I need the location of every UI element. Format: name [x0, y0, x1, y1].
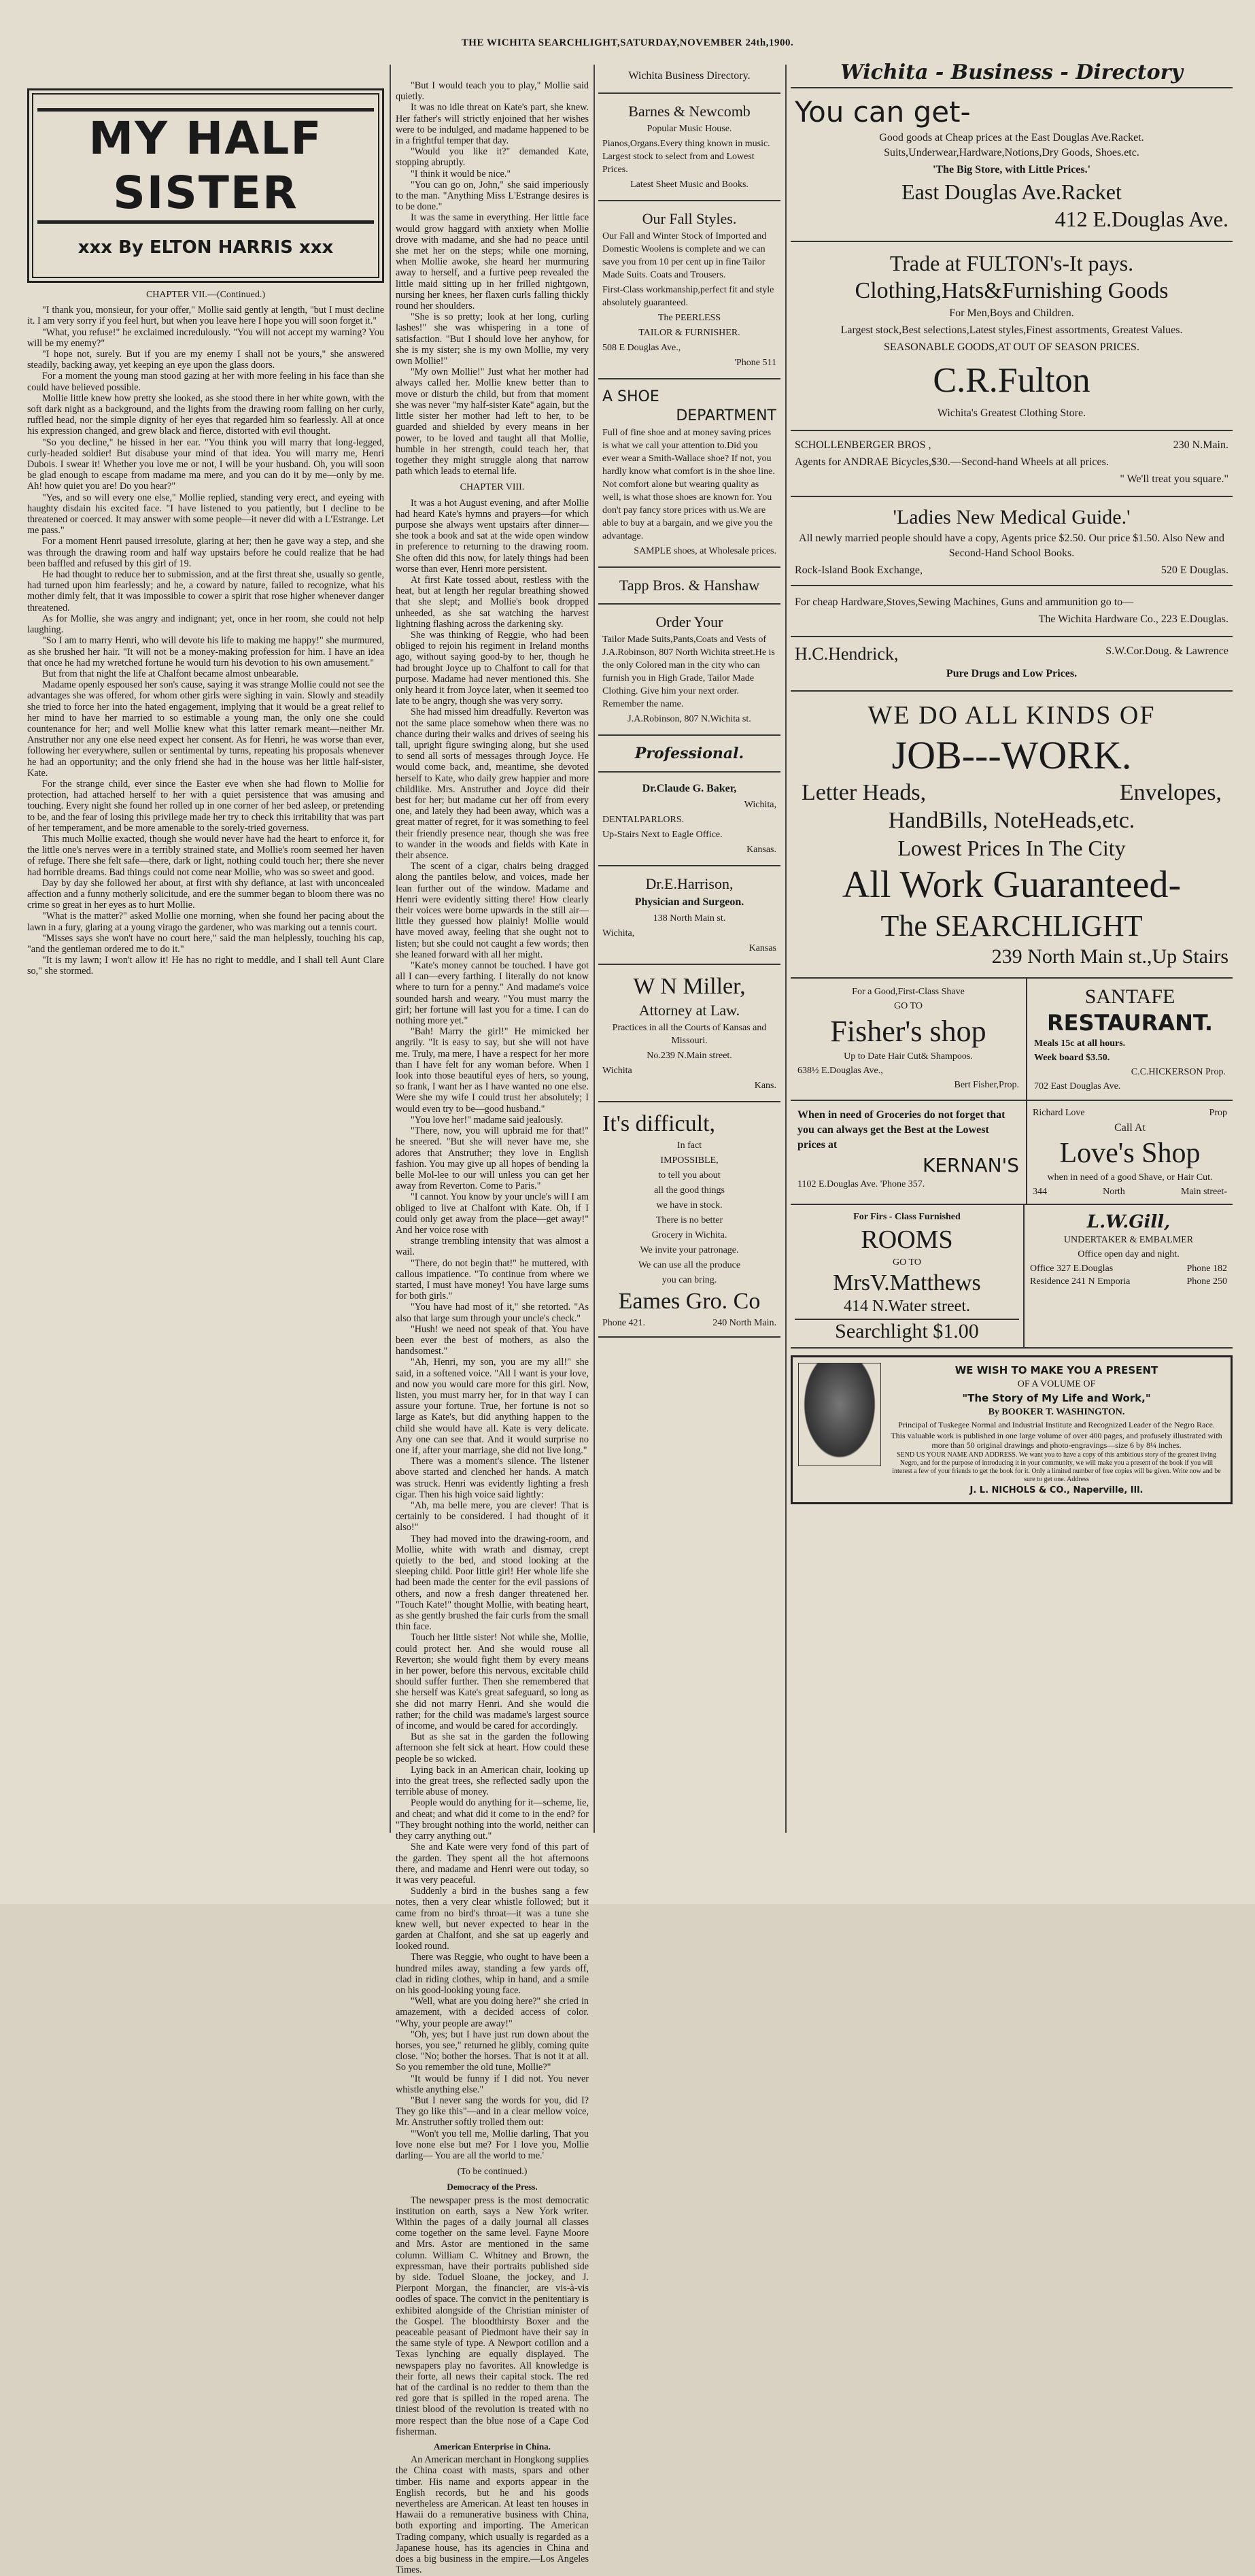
story-paragraph: "You love her!" madame said jealously. [411, 1114, 564, 1125]
story-text-1 [27, 290, 384, 977]
story-paragraph: "I thank you, monsieur, for your offer," Mollie said gently at length, "but I must decline it. I am very sorry if you feel hurt, but when you leave here I hope you will soon forget it." [27, 305, 384, 327]
kernan-ad: When in need of Groceries do not forget that you can always get the Best at the Lowest prices at KERNAN'S 1102 E.Douglas Ave. 'Phone 357. [791, 1101, 1027, 1204]
fall-styles-ad-text: First-Class workmanship,perfect fit and style absolutely guaranteed. [602, 285, 774, 308]
story-paragraph: She and Kate were very fond of this part of the garden. They spent all the hot afternoons there, and madame and Henri were out today, so it was very peaceful. [396, 1842, 589, 1886]
miller-ad-text: Kans. [754, 1081, 776, 1091]
miller-ad-text: W N Miller, [633, 974, 746, 999]
baker-ad-text: Dr.Claude G. Baker, [642, 783, 737, 794]
story-paragraph: "There, do not begin that!" he muttered, with callous impatience. "To continue from where we started, I must have money! You have large sums for both girls." [396, 1257, 589, 1302]
mid-ads-column [598, 60, 780, 1876]
barnes-ad-text: Barnes & Newcomb [628, 103, 751, 120]
miller-ad-text: Wichita [602, 1066, 632, 1076]
shoe-ad-text: Full of fine shoe and at money saving prices is what we call your attention to.Did you ever wear a Smith-Wallace shoe? If not, you hardly know what comfort is in the shoe line. Not comfort alone but wearing quality as well, is what those shoes are known for. You don't pay fancy store prices with us.We are able to buy at a bargain, and we give you the advantage. [602, 428, 775, 541]
miller-ad-text: Attorney at Law. [638, 1002, 740, 1019]
story-paragraph: "I hope not, surely. But if you are my enemy I shall not be yours," she answered steadily, backing away, yet keeping an eye upon the glass doors. [27, 349, 384, 371]
baker-ad-text: Kansas. [746, 845, 776, 855]
shop-row-3 [791, 1205, 1233, 1349]
ladies-guide-ad: 'Ladies New Medical Guide.' All newly married people should have a copy, Agents price $2.50. Our price $1.50. Also New and Second-Hand School Books. Rock-Island Book Exchange, 520 E Douglas. [791, 497, 1233, 586]
miller-ad-text: No.239 N.Main street. [647, 1051, 732, 1061]
baker-ad [598, 773, 780, 866]
story-paragraph: Suddenly a bird in the bushes sang a few notes, then a very clear whistle followed; but it came from no bird's throat—it was a tune she knew well, but never expected to hear in the garden at Chalfont, and she sat up eagerly and looked round. [396, 1886, 589, 1952]
barnes-ad-text: Popular Music House. [647, 124, 732, 134]
fall-styles-ad-text: 'Phone 511 [734, 358, 776, 368]
eames-name: Eames Gro. Co [618, 1289, 761, 1314]
directory-header: Wichita - Business - Directory [791, 58, 1233, 88]
booker-washington-ad: WE WISH TO MAKE YOU A PRESENT OF A VOLUME OF "The Story of My Life and Work," By BOOKER T. WASHINGTON. Principal of Tuskegee Normal and Industrial Institute and Recognized Leader of the Negro Race. This valuable work is published in one large volume of over 400 pages, and profusely illustrated with more than 50 original drawings and photo-engravings—size 6 by 8¼ inches. SEND US YOUR NAME AND ADDRESS. We want you to have a copy of this ambitious story of the greatest living Negro, and for the purpose of introducing it in your community, we will make you a present of the book if you will interest a few of your friends to get the book for it. Only a limited number of free copies will be given. Write now and be sure to get one. Address J. L. NICHOLS & CO., Naperville, Ill. [791, 1355, 1233, 1504]
story-paragraph: Lying back in an American chair, looking up into the great trees, she reflected sadly upon the terrible abuse of money. [396, 1764, 589, 1798]
story-paragraph: "Well, what are you doing here?" she cried in amazement, with a decided access of color. "Why, your people are away!" [396, 1996, 589, 2029]
story-paragraph: "My own Mollie!" Just what her mother had always called her. Mollie knew better than to move or disturb the child, but from that moment she was never "my half-sister Kate" again, but the little sister her mother had left to her, to be guarded and shielded by every means in her power, to be loved and taught all that Mollie, humble in her strength, could teach her, that together they might struggle along that narrow path which leads to eternal life. [396, 367, 589, 477]
professional-header-text: Professional. [634, 745, 744, 762]
hardware-ad: For cheap Hardware,Stoves,Sewing Machines, Guns and ammunition go to— The Wichita Hardware Co., 223 E.Douglas. [791, 586, 1233, 637]
difficult-ad [598, 1102, 780, 1338]
gill-ad: L.W.Gill, UNDERTAKER & EMBALMER Office open day and night. Office 327 E.Douglas Phone 182 Residence 241 N Emporia Phone 250 [1030, 1212, 1227, 1287]
story-paragraph: There was a moment's silence. The listener above started and clenched her hands. A match was struck. Henri was evidently lighting a fresh cigar. Then his high voice said lightly: [396, 1456, 589, 1500]
racket-ad: You can get- Good goods at Cheap prices at the East Douglas Ave.Racket. Suits,Underwear,Hardware,Notions,Dry Goods, Shoes.etc. 'The Big Store, with Little Prices.' East Douglas Ave.Racket 412 E.Douglas Ave. [791, 88, 1233, 242]
story-paragraph: At first Kate tossed about, restless with the heat, but at length her regular breathing showed that she slept; and Mollie's book dropped unheeded, as she sat watching the harvest lightning flashing across the darkening sky. [396, 574, 589, 630]
story-paragraph: But as she sat in the garden the following afternoon she felt sick at heart. How could these people be so wicked. [396, 1731, 589, 1765]
story-paragraph: "It is my lawn; I won't allow it! He has no right to meddle, and I shall tell Aunt Clare so," she stormed. [27, 955, 384, 977]
difficult-line: In fact [676, 1140, 702, 1151]
hendrick-ad: H.C.Hendrick, S.W.Cor.Doug. & Lawrence Pure Drugs and Low Prices. [791, 637, 1233, 692]
order-ad [598, 605, 780, 736]
shoe-ad-text: DEPARTMENT [676, 407, 776, 424]
story-paragraph: He had thought to reduce her to submission, and at the first threat she, usually so gentle, had turned upon him fearlessly; and he, a coward by nature, failed to recognize, what his mother dimly felt, that it was impossible to cower a spirit that rose higher whenever danger threatened. [27, 569, 384, 613]
barnes-ad-text: Pianos,Organs.Every thing known in music. Largest stock to select from and Lowest Prices. [602, 139, 770, 175]
story-paragraph: "Kate's money cannot be touched. I have got all I can—every farthing. I literally do not know where to turn for a penny." And madame's voice sounded harsh and weary. "You must marry the girl; her fortune will last you for a time. I can do nothing more yet." [396, 960, 589, 1027]
column-rule [594, 65, 595, 1833]
searchlight-price: Searchlight $1.00 [795, 1319, 1019, 1343]
story-paragraph: "But I would teach you to play," Mollie said quietly. [396, 80, 589, 103]
story-paragraph: She had missed him dreadfully. Reverton was not the same place somehow when there was no chance during their walks and drives of seeing his tall, upright figure swinging along, but she used to send all sorts of messages through Joyce. He would come back, and, meantime, she devoted herself to Kate, who daily grew happier and more childlike. Mrs. Anstruther and Joyce did their best for her; but madame cut her off from every one, and lately they had been away, which was a great matter of regret, for it was something to feel their friendly presence near, though she was free to wander in the woods and fields with Kate in their absence. [396, 707, 589, 862]
order-ad-text: Order Your [655, 613, 723, 630]
story-paragraph: "Yes, and so will every one else," Mollie replied, standing very erect, and eyeing with haughty disdain his excited face. "I have listened to you patiently, but I decline to be threatened or coerced. It may answer with some people—it never did with a L'Estrange. Let me pass." [27, 492, 384, 537]
story-paragraph: "Hush! we need not speak of that. You have been ever the best of mothers, as also the handsomest." [396, 1323, 589, 1357]
eames-address: 240 North Main. [712, 1318, 776, 1328]
love-ad: Richard Love Prop Call At Love's Shop when in need of a good Shave, or Hair Cut. 344 North Main street- [1033, 1108, 1227, 1197]
story-paragraph: There was Reggie, who ought to have been a hundred miles away, standing a few yards off, clad in riding clothes, whip in hand, and a smile on his good-looking young face. [396, 1952, 589, 1996]
barnes-ad [598, 94, 780, 201]
story-paragraph: "Bah! Marry the girl!" He mimicked her angrily. "It is easy to say, but she will not have me. Truly, ma mere, I have a respect for her more than I have felt for any woman before. When I look into those beautiful eyes of hers, so young, so frank, I want her as I have wanted no one else. Were she my wife I could trust her absolutely; I would even try to be—good husband." [396, 1026, 589, 1115]
harrison-ad-text: Kansas [749, 943, 776, 953]
story-paragraph: "What is the matter?" asked Mollie one morning, when she found her pacing about the lawn in a fury, glaring at a young virago the gardener, who was marking out a tennis court. [27, 911, 384, 933]
story-column-1 [27, 88, 384, 1877]
difficult-line: There is no better [655, 1215, 723, 1225]
shoe-ad [598, 379, 780, 568]
story-column-2 [396, 80, 589, 2576]
barnes-ad-text: Latest Sheet Music and Books. [630, 180, 749, 190]
fall-styles-ad-text: TAILOR & FURNISHER. [638, 328, 740, 338]
story-paragraph: CHAPTER VIII. [460, 482, 525, 493]
baker-ad-text: Up-Stairs Next to Eagle Office. [602, 830, 723, 840]
baker-ad-text: Wichita, [744, 800, 776, 810]
difficult-line: Grocery in Wichita. [651, 1230, 727, 1240]
story-paragraph: "I think it would be nice." [411, 168, 511, 180]
story-paragraph: "You have had most of it," she retorted. "As also that large sum through your uncle's check." [396, 1302, 589, 1324]
story-paragraph: "'Won't you tell me, Mollie darling, That you love none else but me? For I love you, Mollie darling— You are all the world to me.' [396, 2128, 589, 2161]
story-title: MY HALF SISTER [37, 108, 374, 224]
article-title: Democracy of the Press. [447, 2182, 538, 2192]
difficult-line: We invite your patronage. [640, 1245, 739, 1255]
story-paragraph: "I cannot. You know by your uncle's will I am obliged to live at Chalfont with Kate. Oh, if I could only get away from the place—get away!" And her voice rose with [396, 1191, 589, 1236]
story-text-2 [396, 80, 589, 1236]
order-ad-text: Tailor Made Suits,Pants,Coats and Vests of J.A.Robinson, 807 North Wichita street.He is the only Colored man in the city who can furnish you in High Grade, Tailor Made Clothing. Give him your next order. Remember the name. [602, 634, 775, 709]
story-paragraph: "Oh, yes; but I have just run down about the horses, you see," returned he glibly, coming quite close. "No; bother the horses. That is not it at all. So you remember the old tune, Mollie?" [396, 2029, 589, 2073]
story-paragraph: It was no idle threat on Kate's part, she knew. Her father's will strictly enjoined that her wishes were to be indulged, and madame happened to be in a frightful temper that day. [396, 102, 589, 147]
story-paragraph: "She is so pretty; look at her long, curling lashes!" she was whispering in a tone of satisfaction. "But I should love her anyhow, for she is my sister; she is my own Mollie, my very own Mollie!" [396, 311, 589, 367]
story-paragraph: "So I am to marry Henri, who will devote his life to making me happy!" she murmured, as she brushed her hair. "It will not be a money-making profession for him. I have an idea that once he had my wretched fortune he would turn his devotion to his own amusement." [27, 635, 384, 668]
santafe-ad: SANTAFE RESTAURANT. Meals 15c at all hours. Week board $3.50. C.C.HICKERSON Prop. 702 East Douglas Ave. [1034, 985, 1226, 1091]
story-paragraph: For a moment Henri paused irresolute, glaring at her; then he gave way a step, and she was through the drawing room and half way upstairs before he could realize that he had been baffled and refused by this girl of 19. [27, 536, 384, 569]
masthead: THE WICHITA SEARCHLIGHT,SATURDAY,NOVEMBER 24th,1900. [461, 37, 794, 48]
shoe-ad-text: A SHOE [602, 388, 659, 405]
story-paragraph: It was a hot August evening, and after Mollie had heard Kate's hymns and prayers—for which purpose she always went upstairs after dinner—she took a book and sat at the wide open window in preference to returning to the drawing room. She often did this now, for lately things had been worse than ever, Henri more persistent. [396, 497, 589, 575]
article-body: An American merchant in Hongkong supplies the China coast with masts, spars and other timber. His name and exports appear in the English records, but he and his goods nevertheless are American. At least ten houses in Hawaii do a remunerative business with China, both exporting and importing. The American Trading company, which usually is regarded as a Japanese house, has its agencies in China and does a big business in the empire.—Los Angeles Times. [396, 2454, 589, 2576]
story-byline: xxx By ELTON HARRIS xxx [78, 237, 334, 258]
story-paragraph: Madame openly espoused her son's cause, saying it was strange Mollie could not see the advantages she was offered, for whom other girls were sighing in vain. Slowly and steadily she tried to force her into the hated engagement, implying that it would be a great relief to her mind to have her married to so estimable a young man, the only one she could countenance for her; and well Mollie knew what this latter remark meant—neither Mr. Anstruther nor any one else need expect her consent. As for Henri, he was worse than ever, following her everywhere, sullen or sentimental by turns, repeating his proposals whenever he had an opportunity; and the only friend she had in the house was her little half-sister, Kate. [27, 679, 384, 779]
story-paragraph: As for Mollie, she was angry and indignant; yet, once in her room, she could not help laughing. [27, 613, 384, 636]
story-paragraph: "Ah, Henri, my son, you are my all!" she said, in a softened voice. "All I want is your love, and now you would care more for this girl. Now, listen, you must marry her, for in that way I can assure your fortune. True, her fortune is not so large as Kate's, but did anything happen to the child she would have all. Kate is very delicate. Any one can see that. And it would surprise no one if, after your marriage, she did not live long." [396, 1357, 589, 1456]
directory-header [598, 60, 780, 94]
story-paragraph: "Would you like it?" demanded Kate, stopping abruptly. [396, 146, 589, 169]
story-paragraph: "Misses says she won't have no court here," said the man helplessly, touching his cap, "and the gentleman ordered me to do it." [27, 932, 384, 955]
column-rule [785, 65, 787, 1833]
story-paragraph: People would do anything for it—scheme, lie, and cheat; and what did it come to in the end? for "They brought nothing into the world, neither can they carry anything out." [396, 1797, 589, 1842]
schollenberger-ad: SCHOLLENBERGER BROS , 230 N.Main. Agents for ANDRAE Bicycles,$30.—Second-hand Wheels at all prices. " We'll treat you square." [791, 431, 1233, 497]
directory-header-text: Wichita Business Directory. [628, 70, 751, 82]
professional-header [598, 736, 780, 773]
shoe-ad-text: SAMPLE shoes, at Wholesale prices. [634, 546, 776, 556]
story-paragraph: "You can go on, John," she said imperiously to the man. "Anything Miss L'Estrange desires is to be done." [396, 179, 589, 213]
story-paragraph: Day by day she followed her about, at first with shy defiance, at last with unconcealed affection and a funny motherly solicitude, and ere the summer began to bloom there was no crime so great in her eyes as to hurt Mollie. [27, 877, 384, 911]
story-paragraph: "It would be funny if I did not. You never whistle anything else." [396, 2073, 589, 2095]
miller-ad [598, 965, 780, 1102]
eames-phone: Phone 421. [602, 1318, 645, 1328]
difficult-line: we have in stock. [656, 1200, 723, 1210]
story-paragraph: It was the same in everything. Her little face would grow haggard with anxiety when Mollie drove with madame, and she had no peace until she met her on the steps; while one morning, when Mollie awoke, she heard her murmuring away to herself, and a furtive peep revealed the little maid sitting up in her frilled nightgown, nursing her knees, her flaxen curls falling thickly round her shoulders. [396, 212, 589, 312]
fall-styles-ad-text: Our Fall and Winter Stock of Imported and Domestic Woolens is complete and we can save you from 10 per cent up in fine Tailor Made Suits. Coats and Trousers. [602, 231, 767, 280]
miller-ad-text: Practices in all the Courts of Kansas and Missouri. [612, 1023, 767, 1046]
fall-styles-ad [598, 201, 780, 379]
story-paragraph: CHAPTER VII.—(Continued.) [145, 290, 266, 300]
difficult-line: you can bring. [661, 1275, 717, 1285]
harrison-ad-text: 138 North Main st. [653, 913, 726, 923]
story-paragraph: Touch her little sister! Not while she, Mollie, could protect her. And she would rouse all Reverton; she would fight them by every means in her power, before this nervous, excitable child should suffer further. Then she remembered that she herself was Kate's great safeguard, so long as she did not marry Henri. And she would die rather; for the child was madame's largest source of income, and would be cared for accordingly. [396, 1632, 589, 1732]
story-paragraph: This much Mollie exacted, though she would never have had the heart to enforce it, for the little one's nerves were in a terribly strained state, and Mollie's room seemed her haven of refuge. There she felt safe—there, dark or light, nothing could touch her; there she never had horrible dreams. Bad things could not come near Mollie, who was so sweet and good. [27, 833, 384, 878]
job-work-ad: WE DO ALL KINDS OF JOB---WORK. Letter Heads, Envelopes, HandBills, NoteHeads,etc. Lowest Prices In The City All Work Guaranteed- The SEARCHLIGHT 239 North Main st.,Up Stairs [791, 692, 1233, 979]
story-paragraph: "What, you refuse!" he exclaimed incredulously. "You will not accept my warning? You will be my enemy?" [27, 326, 384, 349]
harrison-ad [598, 866, 780, 965]
directory-column [791, 58, 1233, 1880]
story-paragraph: "So you decline," he hissed in her ear. "You think you will marry that long-legged, curly-headed soldier! But disabuse your mind of that idea. You will marry me, Henri Dubois. I swear it! Whether you love me or not, I will be your husband. Oh, you will soon be glad enough to escape from madame ma mere, and you can do it by me—only by me. Ah! how quiet you are! Do you hear?" [27, 437, 384, 492]
tapp-ad-text: Tapp Bros. & Hanshaw [619, 577, 760, 594]
difficult-line: We can use all the produce [638, 1260, 741, 1270]
story-paragraph: "But I never sang the words for you, did I? They go like this"—and in a clear mellow voice, Mr. Anstruther softly trolled them out: [396, 2095, 589, 2129]
story-paragraph: They had moved into the drawing-room, and Mollie, white with wrath and dismay, crept quietly to the bed, and stood looking at the sleeping child. Poor little girl! Her whole life she had been made the center for the evil passions of others, and now a fresh danger threatened her. "Touch Kate!" thought Mollie, with beating heart, as she gently brushed the fair curls from the small thin face. [396, 1533, 589, 1633]
story-paragraph: For the strange child, ever since the Easter eve when she had flown to Mollie for protection, had attached herself to her with a quiet persistence that was amusing and touching. Every night she found her rolled up in one corner of her bed asleep, or pretending to be, and the fear of losing this privilege made her try to check this irritability that was part of her temperament, and be more amenable to the sorely-tried governess. [27, 778, 384, 834]
difficult-line: all the good things [654, 1185, 725, 1196]
story-paragraph: "Ah, ma belle mere, you are clever! That is certainly to be considered. I had thought of it also!" [396, 1500, 589, 1533]
article-title: American Enterprise in China. [434, 2441, 551, 2452]
story-paragraph: The scent of a cigar, chairs being dragged along the pantiles below, and voices, made her lean further out of the window. Madame and Henri were evidently sitting there! How clearly their voices were borne upwards in the still air—little they guessed how plainly! Mollie would have moved away, feeling that she ought not to listen; but she could not caught a few words; then she leaned forward with all her might. [396, 861, 589, 960]
harrison-ad-text: Physician and Surgeon. [634, 896, 744, 908]
harrison-ad-text: Wichita, [602, 928, 635, 938]
difficult-line: IMPOSSIBLE, [660, 1155, 719, 1166]
tapp-ad [598, 568, 780, 605]
baker-ad-text: DENTALPARLORS. [602, 815, 685, 825]
story-paragraph: strange trembling intensity that was almost a wail. [396, 1236, 589, 1258]
story-text-3 [396, 1236, 589, 2177]
fisher-ad: For a Good,First-Class Shave GO TO Fisher's shop Up to Date Hair Cut& Shampoos. 638½ E.Douglas Ave., Bert Fisher,Prop. [791, 979, 1027, 1100]
article-body: The newspaper press is the most democratic institution on earth, says a New York writer. Within the pages of a daily journal all classes come together on the same level. Fayne Moore and Mrs. Astor are mentioned in the same column. William C. Whitney and Brown, the expressman, have their portraits published side by side. Toduel Sloane, the jockey, and J. Pierpont Morgan, the financier, are vis-à-vis oodles of space. The convict in the penitentiary is exhibited alongside of the Christian minister of the Gospel. The bloodthirsty Boxer and the peaceable peasant of Piedmont have their say in the same style of type. A Newport cotillon and a Texas lynching are equally displayed. The newspapers play no favorites. All knowledge is their forte, all news their capital stock. The red hat of the cardinal is no redder to them than the red gore that is spilled in the roped arena. The tiniest blood of the revolution is treated with no more respect than the blue nose of a Cape Cod fisherman. [396, 2194, 589, 2437]
difficult-line: to tell you about [658, 1170, 721, 1181]
difficult-ad-text: It's difficult, [602, 1111, 716, 1136]
fall-styles-ad-text: The PEERLESS [657, 313, 721, 323]
shop-row-2 [791, 1101, 1233, 1205]
order-ad-text: J.A.Robinson, 807 N.Wichita st. [628, 714, 751, 724]
story-paragraph: She was thinking of Reggie, who had been obliged to rejoin his regiment in Ireland months ago, without saying good-by to her, though he had brought Joyce up to Chalfont to call for that purpose. Madame had never mentioned this. She only heard it from Joyce later, when it seemed too late to be angry, though she was very sorry. [396, 629, 589, 707]
fall-styles-ad-text: 508 E Douglas Ave., [602, 343, 681, 353]
story-paragraph: But from that night the life at Chalfont became almost unbearable. [42, 668, 299, 679]
column-rule [390, 65, 391, 1833]
story-title-box [27, 88, 384, 283]
portrait-image [798, 1363, 881, 1466]
story-paragraph: "There, now, you will upbraid me for that!" he sneered. "But she will never have me, she adores that Anstruther; they love in English fashion. You may give up all hopes of bending la belle Mol-lee to our will unless you can get her away from Reverton. Come to Paris." [396, 1125, 589, 1192]
shop-row [791, 979, 1233, 1101]
harrison-ad-text: Dr.E.Harrison, [645, 875, 734, 892]
fall-styles-ad-text: Our Fall Styles. [642, 210, 737, 227]
rooms-ad: For Firs - Class Furnished ROOMS GO TO MrsV.Matthews 414 N.Water street. Searchlight $1.00 [791, 1205, 1025, 1347]
story-paragraph: For a moment the young man stood gazing at her with more feeling in his face than she could have believed possible. [27, 371, 384, 393]
story-paragraph: (To be continued.) [457, 2167, 528, 2177]
story-paragraph: Mollie little knew how pretty she looked, as she stood there in her white gown, with the soft dark night as a background, and the lights from the drawing room falling on her curly, ruffled head, nor the simple dignity of her eyes that regarded him so fearlessly. All at once his expression changed, and grew black and fierce, distorted with evil thought. [27, 392, 384, 437]
fulton-ad: Trade at FULTON's-It pays. Clothing,Hats&Furnishing Goods For Men,Boys and Children. Largest stock,Best selections,Latest styles,Finest assortments, Greatest Values. SEASONABLE GOODS,AT OUT OF SEASON PRICES. C.R.Fulton Wichita's Greatest Clothing Store. [791, 242, 1233, 431]
